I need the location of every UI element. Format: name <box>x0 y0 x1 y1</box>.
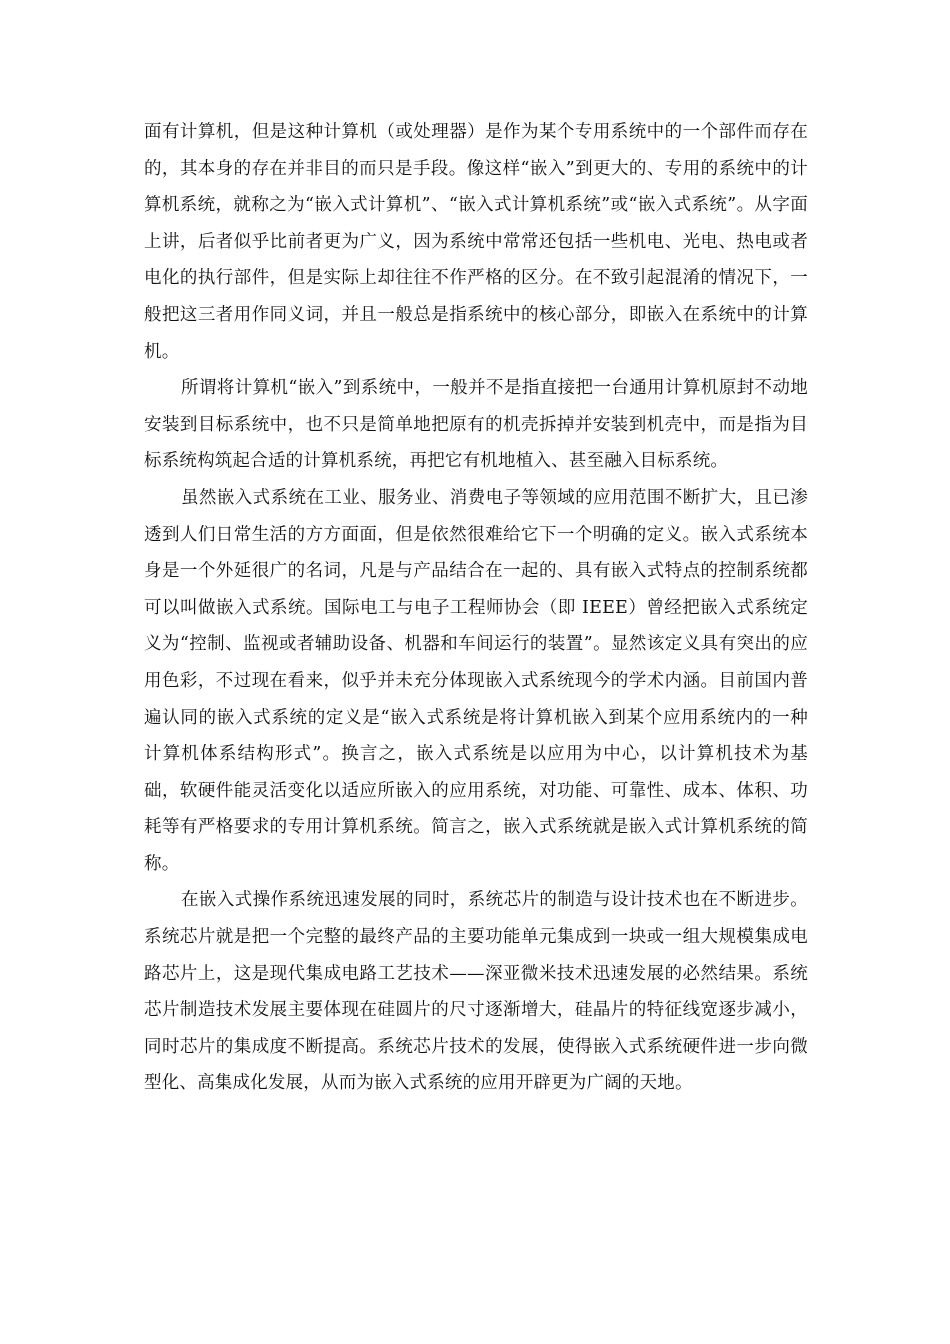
paragraph-embedded-definition: 虽然嵌入式系统在工业、服务业、消费电子等领域的应用范围不断扩大，且已渗透到人们日常生活的方方面面，但是依然很难给它下一个明确的定义。嵌入式系统本身是一个外延很广的名词，凡是与产品结合在一起的、具有嵌入式特点的控制系统都可以叫做嵌入式系统。国际电工与电子工程师协会（即 IEEE）曾经把嵌入式系统定义为“控制、监视或者辅助设备、机器和车间运行的装置”。显然该定义具有突出的应用色彩，不过现在看来，似乎并未充分体现嵌入式系统现今的学术内涵。目前国内普遍认同的嵌入式系统的定义是“嵌入式系统是将计算机嵌入到某个应用系统内的一种计算机体系结构形式”。换言之，嵌入式系统是以应用为中心，以计算机技术为基础，软硬件能灵活变化以适应所嵌入的应用系统，对功能、可靠性、成本、体积、功耗等有严格要求的专用计算机系统。简言之，嵌入式系统就是嵌入式计算机系统的简称。 <box>144 487 808 874</box>
paragraph-continuation: 面有计算机，但是这种计算机（或处理器）是作为某个专用系统中的一个部件而存在的，其本身的存在并非目的而只是手段。像这样“嵌入”到更大的、专用的系统中的计算机系统，就称之为“嵌入式计算机”、“嵌入式计算机系统”或“嵌入式系统”。从字面上讲，后者似乎比前者更为广义，因为系统中常常还包括一些机电、光电、热电或者电化的执行部件，但是实际上却往往不作严格的区分。在不致引起混淆的情况下，一般把这三者用作同义词，并且一般总是指系统中的核心部分，即嵌入在系统中的计算机。 <box>144 122 808 362</box>
document-page <box>144 114 808 1102</box>
paragraph-embedding-meaning: 所谓将计算机“嵌入”到系统中，一般并不是指直接把一台通用计算机原封不动地安装到目标系统中，也不只是简单地把原有的机壳拆掉并安装到机壳中，而是指为目标系统构筑起合适的计算机系统，再把它有机地植入、甚至融入目标系统。 <box>144 378 808 472</box>
paragraph-system-chip: 在嵌入式操作系统迅速发展的同时，系统芯片的制造与设计技术也在不断进步。系统芯片就是把一个完整的最终产品的主要功能单元集成到一块或一组大规模集成电路芯片上，这是现代集成电路工艺技术——深亚微米技术迅速发展的必然结果。系统芯片制造技术发展主要体现在硅圆片的尺寸逐渐增大，硅晶片的特征线宽逐步减小，同时芯片的集成度不断提高。系统芯片技术的发展，使得嵌入式系统硬件进一步向微型化、高集成化发展，从而为嵌入式系统的应用开辟更为广阔的天地。 <box>144 890 808 1094</box>
